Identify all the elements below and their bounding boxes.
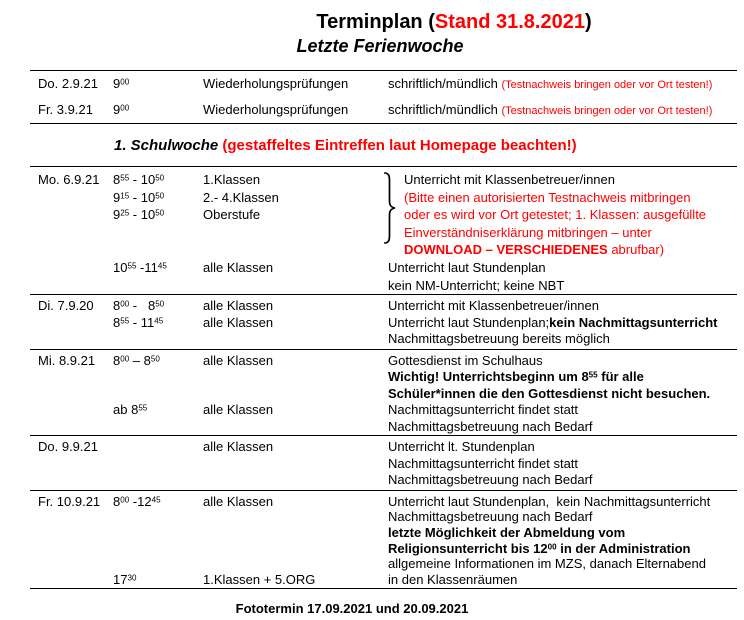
date: Mo. 6.9.21 xyxy=(38,172,100,187)
desc-line-bold: letzte Möglichkeit der Abmeldung vom xyxy=(388,525,626,541)
curly-brace-icon xyxy=(383,172,396,244)
group: alle Klassen xyxy=(203,259,274,275)
group xyxy=(203,369,388,386)
group xyxy=(203,419,388,436)
group: 1.Klassen + 5.ORG xyxy=(203,572,316,588)
time-cell xyxy=(113,439,203,489)
red-bold-text: DOWNLOAD – VERSCHIEDENES xyxy=(404,242,608,258)
desc-line: allgemeine Informationen im MZS, danach Elternabend xyxy=(388,556,706,572)
subject: Wiederholungsprüfungen xyxy=(203,76,349,91)
desc-line: Nachmittagsunterricht findet statt xyxy=(388,455,579,471)
desc-line-red: oder es wird vor Ort getestet; 1. Klassen: ausgefüllte xyxy=(404,207,707,223)
desc-line: Unterricht lt. Stundenplan xyxy=(388,439,535,455)
date-cell xyxy=(30,494,113,588)
page-title-suffix: ) xyxy=(584,11,592,33)
time xyxy=(113,472,203,489)
page-title-prefix: Terminplan ( xyxy=(316,11,435,33)
date: Do. 9.9.21 xyxy=(38,439,98,455)
time-cell xyxy=(113,298,203,348)
time: $8^{55} - 10^{50}$ xyxy=(113,172,165,187)
desc-text: schriftlich/mündlich xyxy=(388,101,502,117)
time xyxy=(113,556,203,572)
group-cell xyxy=(203,298,388,348)
time: $8^{00}$ $-12^{45}$ xyxy=(113,493,161,509)
time-cell xyxy=(113,171,203,294)
date: Mi. 8.9.21 xyxy=(38,352,96,368)
desc-text: schriftlich/mündlich xyxy=(388,76,502,91)
group xyxy=(203,456,388,473)
time-cell xyxy=(113,353,203,436)
group xyxy=(203,386,388,403)
desc-line: kein NM-Unterricht; keine NBT xyxy=(388,277,565,293)
desc-line: Unterricht laut Stundenplan xyxy=(388,259,546,275)
time xyxy=(113,456,203,473)
desc-text: Unterricht laut Stundenplan; xyxy=(388,314,550,330)
section-thursday xyxy=(30,435,737,490)
week-heading xyxy=(114,136,744,155)
desc-cell xyxy=(388,298,737,348)
date: Fr. 10.9.21 xyxy=(38,493,101,509)
section-wednesday xyxy=(30,349,737,436)
time-cell xyxy=(113,494,203,588)
time: $9^{15} - 10^{50}$ xyxy=(113,189,165,205)
red-text: abrufbar) xyxy=(607,242,665,258)
desc-line-bold: Schüler*innen die den Gottesdienst nicht besuchen. xyxy=(388,385,711,401)
time: $10^{55}$ $-11^{45}$ xyxy=(113,259,167,275)
desc-line-bold: Wichtig! Unterrichtsbeginn um $8^{55}$ für alle xyxy=(388,369,644,385)
time: $8^{55} - 11^{45}$ xyxy=(113,314,164,330)
time: ab $8^{55}$ xyxy=(113,402,148,418)
group xyxy=(203,472,388,489)
page-title xyxy=(0,0,744,35)
group-cell xyxy=(203,353,388,436)
date-cell xyxy=(30,171,113,294)
group: alle Klassen xyxy=(203,314,274,330)
week-heading-title: 1. Schulwoche xyxy=(114,137,223,154)
group xyxy=(203,541,388,557)
desc-line: Nachmittagsunterricht findet statt xyxy=(388,402,579,418)
time: $8^{00} - 8^{50}$ xyxy=(113,352,160,368)
page-subtitle: Letzte Ferienwoche xyxy=(296,36,464,56)
desc-line: Gottesdienst im Schulhaus xyxy=(388,352,543,368)
group xyxy=(203,509,388,525)
desc-line xyxy=(388,102,737,119)
group xyxy=(203,556,388,572)
subject: Wiederholungsprüfungen xyxy=(203,101,349,117)
group: 1.Klassen xyxy=(203,172,261,187)
section-monday xyxy=(30,166,737,294)
desc-line: in den Klassenräumen xyxy=(388,572,518,588)
red-note: (Testnachweis bringen oder vor Ort testen!) xyxy=(501,79,713,91)
desc-line xyxy=(388,76,737,93)
desc-cell xyxy=(388,439,737,489)
group xyxy=(203,224,388,242)
section-last-holiday-week xyxy=(30,70,737,124)
page-title-date: Stand 31.8.2021 xyxy=(434,11,585,33)
desc-line: Nachmittagsbetreuung nach Bedarf xyxy=(388,472,593,488)
time: $8^{00} - 8^{50}$ xyxy=(113,298,165,314)
group: alle Klassen xyxy=(203,298,274,314)
desc-line: Nachmittagsbetreuung nach Bedarf xyxy=(388,509,593,525)
group: alle Klassen xyxy=(203,493,274,509)
desc-line-red: Einverständniserklärung mitbringen – unter xyxy=(404,224,652,240)
time xyxy=(113,386,203,403)
red-note: (Testnachweis bringen oder vor Ort testen!) xyxy=(501,104,713,117)
time xyxy=(113,439,203,456)
date: Fr. 3.9.21 xyxy=(38,101,93,117)
group-cell xyxy=(203,494,388,588)
desc-line: Unterricht mit Klassenbetreuer/innen xyxy=(404,172,615,187)
desc-cell xyxy=(388,353,737,436)
group-cell xyxy=(203,439,388,489)
group: alle Klassen xyxy=(203,439,274,455)
date: Do. 2.9.21 xyxy=(38,76,98,91)
group: alle Klassen xyxy=(203,402,274,418)
time: $9^{25} - 10^{50}$ xyxy=(113,207,165,223)
desc-line xyxy=(388,315,737,332)
section-friday xyxy=(30,490,737,589)
time: $9^{00}$ xyxy=(113,76,130,91)
group-cell xyxy=(203,171,388,294)
date-cell xyxy=(30,298,113,348)
footer-note: Fototermin 17.09.2021 und 20.09.2021 xyxy=(235,600,469,616)
group: Oberstufe xyxy=(203,207,261,223)
date-cell xyxy=(30,353,113,436)
desc-line-red: (Bitte einen autorisierten Testnachweis mitbringen xyxy=(404,189,691,205)
time xyxy=(113,525,203,541)
time: $17^{30}$ xyxy=(113,572,137,588)
desc-line-red xyxy=(388,241,737,259)
desc-line: Unterricht mit Klassenbetreuer/innen xyxy=(388,298,599,314)
group: alle Klassen xyxy=(203,352,274,368)
time: $9^{00}$ xyxy=(113,101,130,117)
desc-line-bold: Religionsunterricht bis $12^{00}$ in der Administration xyxy=(388,540,691,556)
group xyxy=(203,331,388,348)
desc-line: Unterricht laut Stundenplan, kein Nachmittagsunterricht xyxy=(388,493,711,509)
time xyxy=(113,369,203,386)
week-heading-note: (gestaffeltes Eintreffen laut Homepage beachten!) xyxy=(222,137,577,154)
time xyxy=(113,224,203,242)
time xyxy=(113,541,203,557)
desc-cell xyxy=(388,494,737,588)
date-cell xyxy=(30,439,113,489)
group xyxy=(203,241,388,259)
desc-cell xyxy=(388,171,737,294)
desc-line: Nachmittagsbetreuung nach Bedarf xyxy=(388,418,593,434)
time xyxy=(113,241,203,259)
desc-bold-text: kein Nachmittagsunterricht xyxy=(549,314,718,330)
desc-line: Nachmittagsbetreuung bereits möglich xyxy=(388,331,610,347)
section-tuesday xyxy=(30,294,737,349)
time xyxy=(113,509,203,525)
date: Di. 7.9.20 xyxy=(38,298,94,314)
time xyxy=(113,331,203,348)
group xyxy=(203,525,388,541)
time xyxy=(113,419,203,436)
group: 2.- 4.Klassen xyxy=(203,189,279,205)
